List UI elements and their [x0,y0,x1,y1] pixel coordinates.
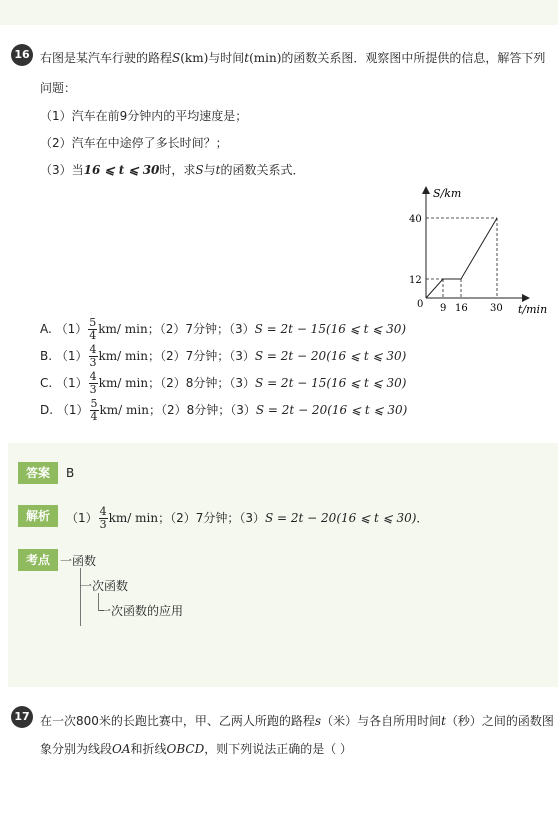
option-unit: km/ min [99,403,149,417]
option-letter: A. [40,322,52,336]
analysis-part: ；（2）7分钟；（3） [158,511,265,525]
option-c[interactable] [40,371,406,396]
analysis-part: （1） [66,511,98,525]
y-axis-label: S/km [433,187,462,200]
math-unit-km: (km) [180,51,209,65]
stem-text: 与时间 [208,51,245,65]
question-number-badge: 16 [11,44,33,66]
option-d[interactable] [40,398,407,423]
option-text: ；（2）7分钟；（3） [147,322,255,336]
x-tick-label: 9 [440,303,447,314]
fraction-numerator: 5 [89,316,97,329]
stem-text: 右图是某汽车行驶的路程 [40,51,173,65]
analysis-text [66,506,428,531]
answer-tag: 答案 [18,462,58,484]
option-text: （1） [55,349,88,363]
fraction [89,371,98,396]
knowledge-root: 一函数 [60,554,97,568]
origin-label: 0 [417,299,424,310]
x-axis-label: t/min [518,303,548,316]
option-unit: km/ min [98,376,149,390]
option-letter: D. [40,403,54,417]
fraction-denominator: 3 [89,356,97,369]
question-stem-line2: 问题： [40,81,77,95]
x-tick-label: 30 [490,303,503,314]
math-S: S [195,163,204,177]
option-text: （1） [56,403,89,417]
x-tick-label: 16 [455,303,468,314]
fraction-numerator: 5 [90,397,98,410]
fraction-denominator: 3 [99,518,107,531]
option-letter: C. [40,376,53,390]
knowledge-grandchild: 一次函数的应用 [99,604,184,618]
knowledge-point-tag: 考点 [18,549,58,571]
question-stem-line2 [40,740,352,757]
question-stem-line1 [40,712,554,729]
option-formula: S = 2t − 20(16 ⩽ t ⩽ 30) [255,403,408,417]
math-t: t [244,51,250,65]
fraction [90,398,99,423]
stem-text: （米）与各自所用时间 [321,714,442,728]
option-text: ；（2）7分钟；（3） [147,349,255,363]
math-unit-min: (min) [249,51,282,65]
fraction-denominator: 4 [90,410,98,423]
sub-question-1: （1）汽车在前9分钟内的平均速度是； [40,109,248,123]
stem-text: 象分别为线段 [40,742,113,756]
fraction-denominator: 4 [89,329,97,342]
answer-value: B [66,466,75,480]
sub-question-2: （2）汽车在中途停了多长时间？； [40,136,228,150]
option-unit: km/ min [98,322,148,336]
option-b[interactable] [40,344,406,369]
analysis-part: ． [416,511,429,525]
y-tick-label: 12 [409,275,422,286]
stem-text: 的函数关系图．观察图中所提供的信息，解答下列 [281,51,546,65]
knowledge-child: 一次函数 [80,579,129,593]
option-text: （1） [55,322,88,336]
stem-text: 在一次800米的长跑比赛中，甲、乙两人所跑的路程 [40,714,315,728]
stem-text: （秒）之间的函数图 [445,714,554,728]
question-stem-line1 [40,49,545,66]
sub3-text: 与 [203,163,216,177]
analysis-tag: 解析 [18,505,58,527]
sub3-text: 的函数关系式． [220,163,305,177]
math-t: t [441,714,446,728]
distance-time-graph [395,182,555,322]
y-tick-label: 40 [409,214,422,225]
option-formula: S = 2t − 15(16 ⩽ t ⩽ 30) [255,376,407,390]
math-OBCD: OBCD [166,742,205,756]
math-s: s [314,714,322,728]
fraction-numerator: 4 [89,343,97,356]
sub3-text: （3）当 [40,163,84,177]
option-formula: S = 2t − 15(16 ⩽ t ⩽ 30) [254,322,407,336]
sub3-text: 时，求 [159,163,196,177]
sub-question-3 [40,161,305,178]
math-OA: OA [112,742,131,756]
option-letter: B. [40,349,53,363]
math-t: t [215,163,221,177]
fraction-denominator: 3 [89,383,97,396]
math-condition: 16 ⩽ t ⩽ 30 [83,163,160,177]
fraction-numerator: 4 [99,505,107,518]
option-unit: km/ min [98,349,148,363]
option-text: ；（2）8分钟；（3） [148,376,256,390]
answer-panel [8,443,558,687]
analysis-formula: S = 2t − 20(16 ⩽ t ⩽ 30) [265,511,417,525]
option-text: ；（2）8分钟；（3） [148,403,256,417]
stem-text: ，则下列说法正确的是（ ） [204,742,353,756]
fraction [99,506,108,531]
fraction [89,344,98,369]
math-S: S [172,51,181,65]
fraction [88,317,97,342]
option-text: （1） [56,376,88,390]
fraction-numerator: 4 [89,370,97,383]
stem-text: 和折线 [130,742,167,756]
option-a[interactable] [40,317,406,342]
analysis-unit: km/ min [108,511,159,525]
graph-line [426,218,497,298]
previous-question-band [0,0,558,25]
option-formula: S = 2t − 20(16 ⩽ t ⩽ 30) [254,349,407,363]
question-number-badge: 17 [11,706,33,728]
